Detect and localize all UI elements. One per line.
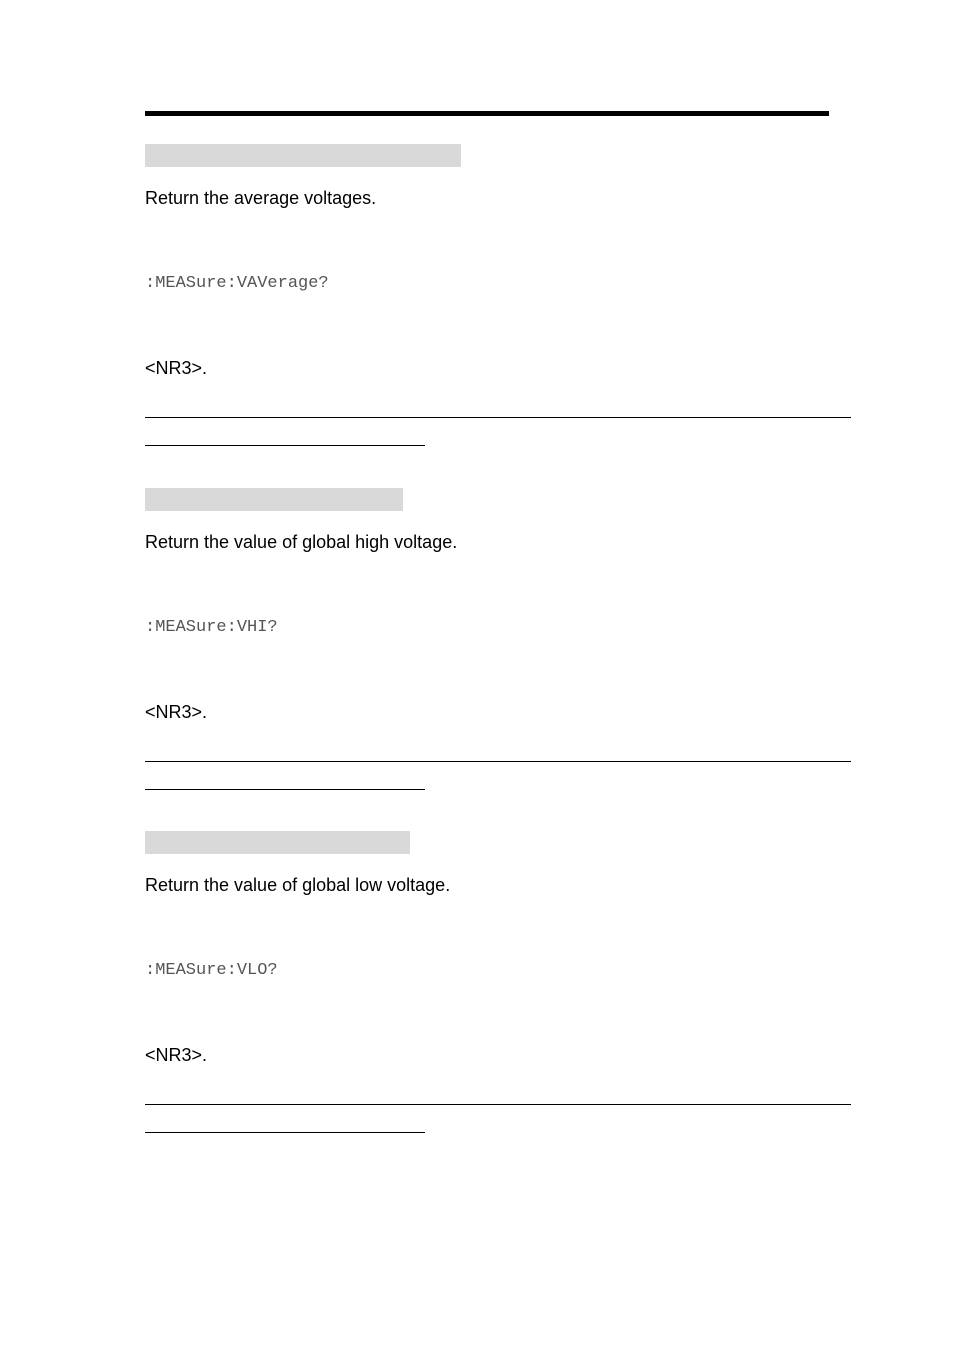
- section-divider-long: [145, 761, 851, 762]
- command-section-vhi: [145, 488, 851, 808]
- section-divider-short: [145, 789, 425, 790]
- command-section-vlo: [145, 831, 851, 1151]
- command-syntax: :MEASure:VHI?: [145, 618, 278, 637]
- command-section-vaverage: [145, 144, 851, 464]
- section-divider-short: [145, 445, 425, 446]
- command-description: Return the average voltages.: [145, 188, 377, 208]
- return-format: <NR3>.: [145, 702, 208, 722]
- section-divider-short: [145, 1132, 425, 1133]
- command-heading-bar: [145, 488, 403, 511]
- command-syntax: :MEASure:VAVerage?: [145, 274, 329, 293]
- return-format: <NR3>.: [145, 358, 208, 378]
- return-format: <NR3>.: [145, 1045, 208, 1065]
- command-description: Return the value of global high voltage.: [145, 532, 458, 552]
- command-syntax: :MEASure:VLO?: [145, 961, 278, 980]
- command-heading-bar: [145, 831, 410, 854]
- header-rule: [145, 111, 829, 116]
- command-heading-bar: [145, 144, 461, 167]
- command-description: Return the value of global low voltage.: [145, 875, 451, 895]
- section-divider-long: [145, 417, 851, 418]
- section-divider-long: [145, 1104, 851, 1105]
